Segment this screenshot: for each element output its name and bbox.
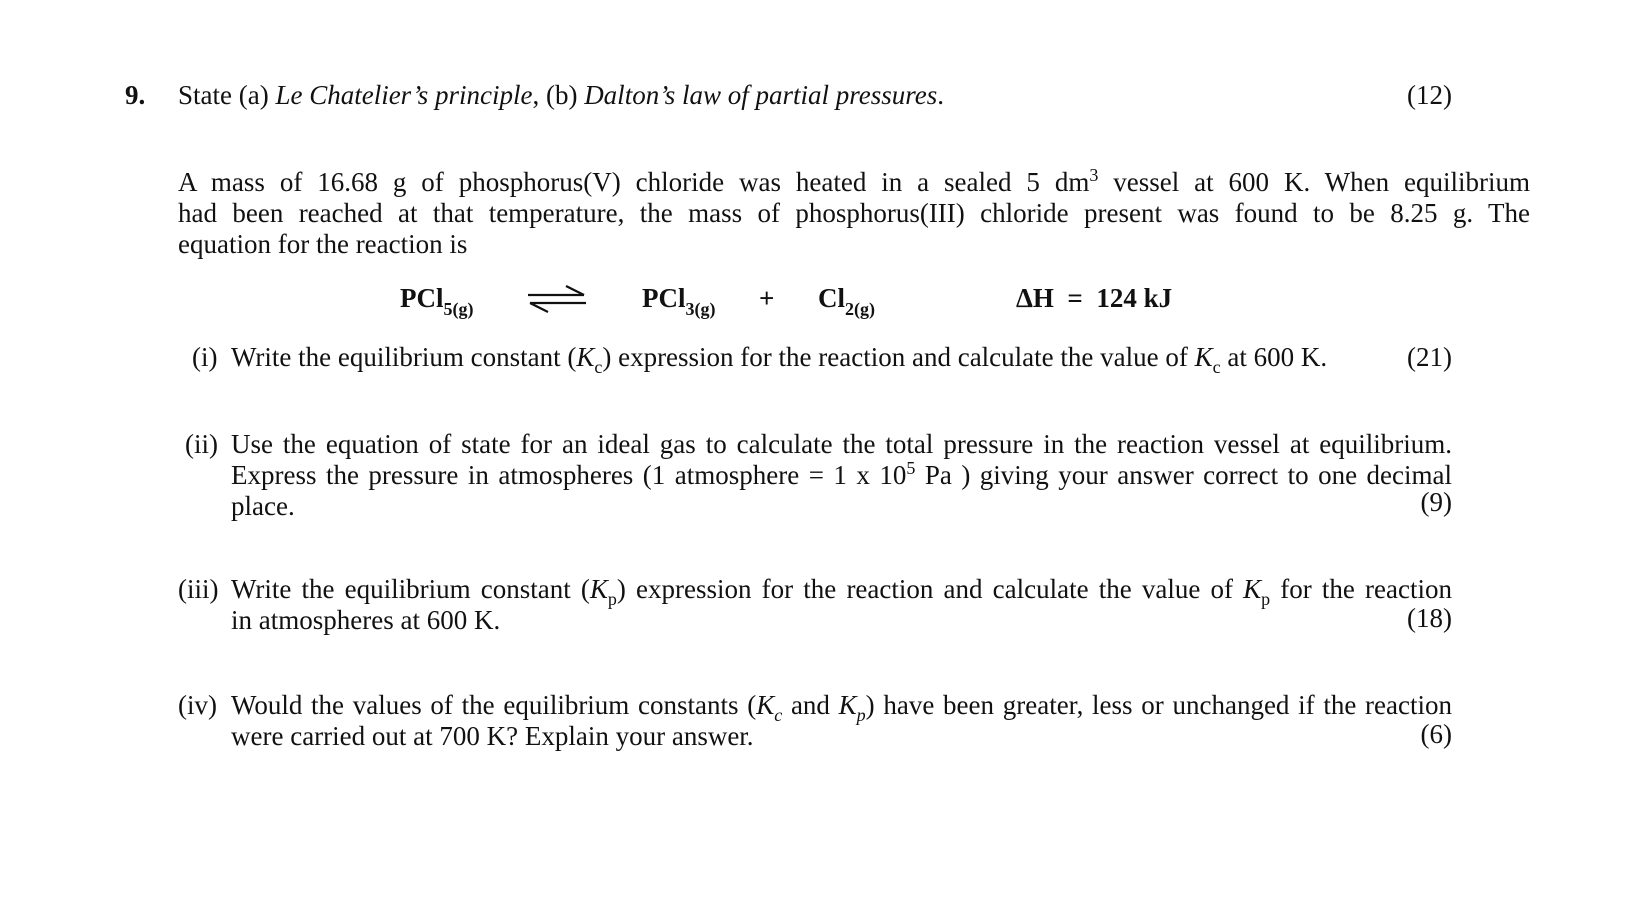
part-iv-line-2: were carried out at 700 K? Explain your answer.	[231, 721, 754, 751]
part-iv-text	[231, 690, 1452, 752]
paragraph-line-3: equation for the reaction is	[178, 229, 468, 259]
part-iii-text	[231, 574, 1452, 636]
part-ii-label: (ii)	[185, 429, 218, 459]
part-i-label: (i)	[192, 342, 218, 372]
part-iii-line-2: in atmospheres at 600 K.	[231, 605, 501, 635]
part-iii-label: (iii)	[178, 574, 219, 604]
term-dalton: Dalton’s law of partial pressures	[584, 80, 938, 110]
paragraph-line-1: A mass of 16.68 g of phosphorus(V) chloride was heated in a sealed 5 $dm^3$ vessel at 600 K. When equilibrium	[178, 165, 1530, 197]
part-ii-marks: (9)	[1420, 487, 1452, 517]
part-iii-line-1: Write the equilibrium constant $(K_p)$ expression for the reaction and calculate the value of $K_p$ for the reaction	[231, 574, 1452, 609]
part-i-marks: (21)	[1407, 342, 1452, 372]
intro-marks: (12)	[1407, 80, 1452, 110]
part-ii-text	[231, 429, 1452, 522]
equation-enthalpy: ΔH = 124 kJ	[1016, 283, 1173, 313]
part-ii-line-3: place.	[231, 491, 295, 521]
problem-paragraph	[178, 167, 1530, 260]
part-ii-line-1: Use the equation of state for an ideal gas to calculate the total pressure in the reaction vessel at equilibrium.	[231, 429, 1452, 459]
part-ii-line-2: Express the pressure in atmospheres (1 atmosphere = 1 x $10^5$ Pa ) giving your answer correct to one decimal	[231, 458, 1452, 490]
equation-plus: +	[759, 283, 775, 313]
intro-mid: , (b)	[532, 80, 585, 110]
part-iii-marks: (18)	[1407, 603, 1452, 633]
equation-product-pcl3: PCl$_{3(g)}$	[642, 283, 716, 319]
equation-product-cl2: $Cl_{2(g)}$	[818, 283, 875, 319]
part-iv-line-1: Would the values of the equilibrium constants ($K_c$ and $K_p$) have been greater, less or unchanged if the reaction	[231, 690, 1452, 725]
intro-suffix: .	[937, 80, 944, 110]
question-intro	[178, 80, 944, 111]
equation-reactant: PCl$_{5(g)}$	[400, 283, 474, 319]
intro-prefix: State (a)	[178, 80, 276, 110]
question-number: 9.	[125, 80, 146, 110]
part-i-text: Write the equilibrium constant $(K_c)$ expression for the reaction and calculate the value of $K_c$ at 600 K.	[231, 342, 1328, 377]
term-le-chatelier: Le Chatelier’s principle	[275, 80, 533, 110]
part-iv-label: (iv)	[178, 690, 217, 720]
part-iv-marks: (6)	[1420, 719, 1452, 749]
paragraph-line-2: had been reached at that temperature, the mass of phosphorus(III) chloride present was found to be 8.25 g. The	[178, 198, 1530, 228]
equilibrium-arrow-icon	[526, 284, 588, 314]
